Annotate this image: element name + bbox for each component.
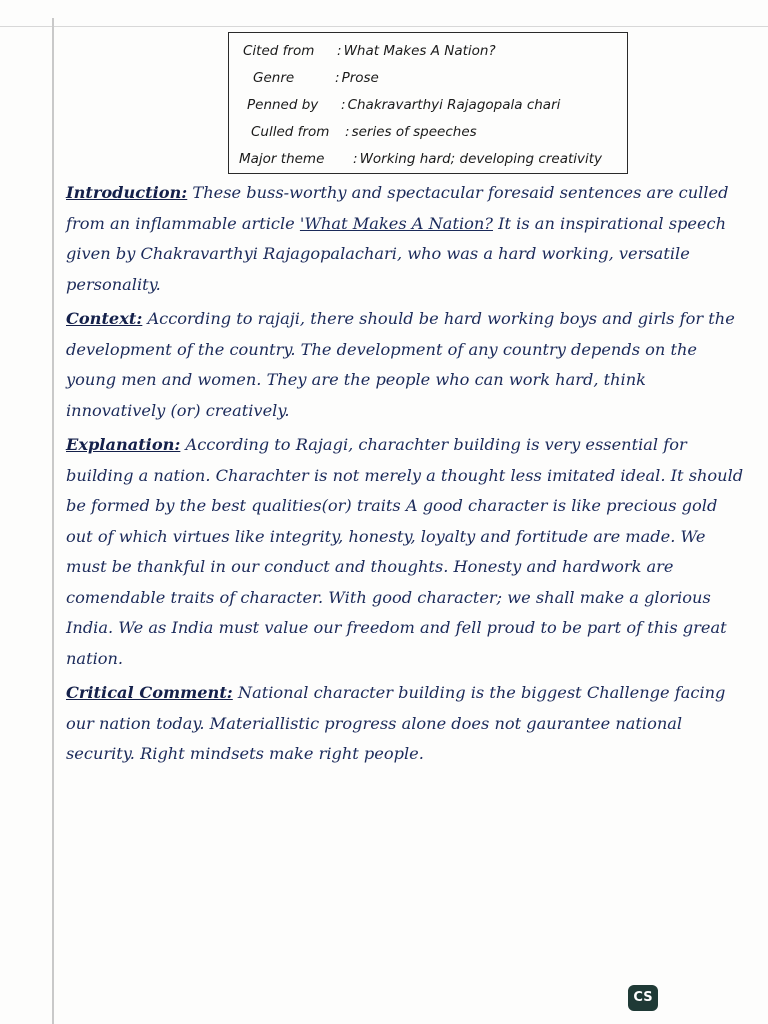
context-paragraph (66, 304, 746, 426)
info-row-major-theme: Major theme : Working hard; developing creativity (239, 150, 603, 167)
info-row-cited-from: Cited from : What Makes A Nation? (239, 37, 621, 64)
introduction-text-a: These buss-worthy and spectacular foresaid sentences are culled from an inflammable article (66, 183, 729, 233)
info-row-penned-by: Penned by : Chakravarthyi Rajagopala chari (239, 91, 621, 118)
camscanner-badge: CS (628, 985, 658, 1011)
info-value: What Makes A Nation? (343, 42, 496, 59)
top-rule-line (0, 26, 768, 27)
explanation-text: According to Rajagi, charachter building is very essential for building a nation. Charachter is not merely a thought less imitated ideal. It should be formed by the best qualities(or) traits A good character is like precious gold out of which virtues like integrity, honesty, loyalty and fortitude are made. We must be thankful in our conduct and thoughts. Honesty and hardwork are comendable traits of character. With good character; we shall make a glorious India. We as India must value our freedom and fell proud to be part of this great nation. (66, 435, 744, 668)
info-row-genre: Genre : Prose (239, 64, 621, 91)
info-label: Culled from (251, 123, 330, 140)
introduction-paragraph (66, 178, 746, 300)
introduction-text-b: It is an inspirational speech given by Chakravarthyi Rajagopalachari, who was a hard working, versatile personality. (66, 213, 727, 294)
info-label: Genre (253, 69, 295, 86)
article-title-quote: 'What Makes A Nation? (299, 213, 493, 233)
critical-comment-paragraph (66, 678, 746, 770)
explanation-heading: Explanation: (66, 435, 181, 454)
info-value: Prose (341, 69, 379, 86)
critical-comment-heading: Critical Comment: (66, 683, 233, 702)
info-label: Cited from (243, 42, 315, 59)
context-text: According to rajaji, there should be hard working boys and girls for the development of the country. The development of any country depends on the young men and women. They are the people who can work hard, think innovatively (or) creatively. (66, 309, 735, 420)
info-label: Major theme (239, 150, 325, 167)
explanation-paragraph (66, 430, 746, 674)
info-value: Working hard; developing creativity (359, 150, 603, 167)
introduction-heading: Introduction: (66, 183, 188, 202)
context-heading: Context: (66, 309, 143, 328)
critical-comment-text: National character building is the biggest Challenge facing our nation today. Materiallistic progress alone does not gaurantee national security. Right mindsets make right people. (66, 683, 726, 763)
margin-line (52, 18, 54, 1024)
info-row-culled-from: Culled from : series of speeches (239, 118, 621, 145)
info-value: Chakravarthyi Rajagopala chari (347, 96, 561, 113)
handwritten-body (66, 178, 746, 774)
summary-info-box (228, 32, 628, 174)
info-value: series of speeches (351, 123, 477, 140)
info-label: Penned by (247, 96, 319, 113)
